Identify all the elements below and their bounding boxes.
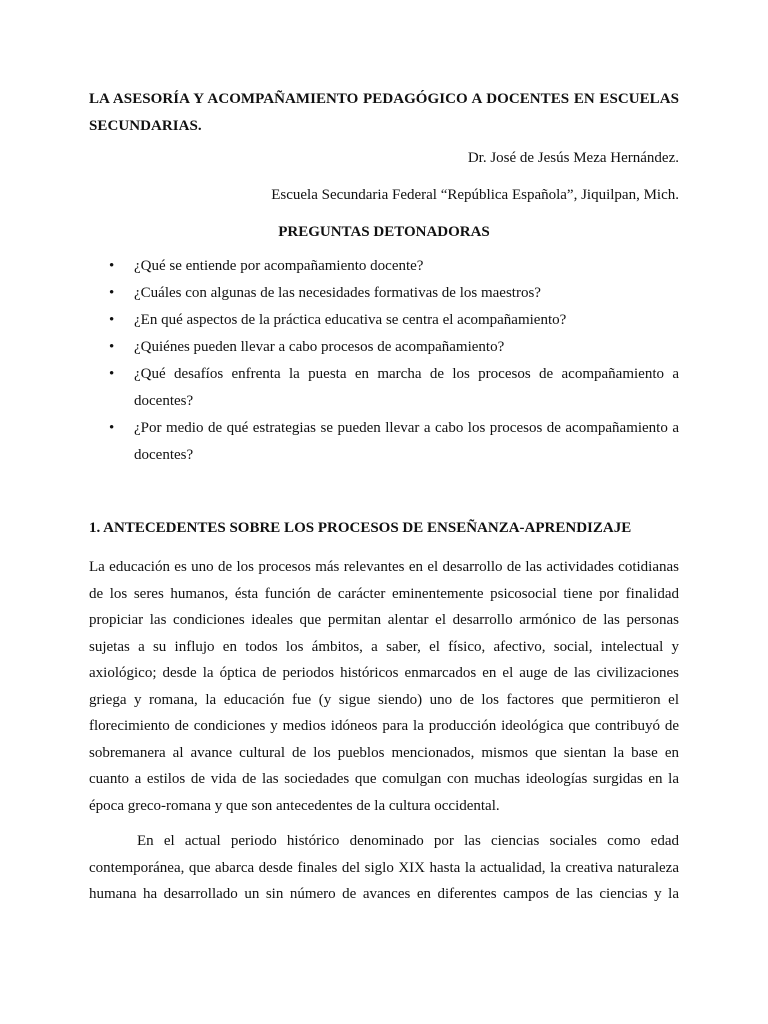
bullet-icon: • [109,285,115,301]
bullet-icon: • [109,420,115,436]
school-affiliation: Escuela Secundaria Federal “República Española”, Jiquilpan, Mich. [271,187,679,203]
bullet-icon: • [109,258,115,274]
question-text: ¿Por medio de qué estrategias se pueden llevar a cabo los procesos de acompañamiento a docentes? [134,420,679,463]
bullet-icon: • [109,312,115,328]
question-text: ¿Quiénes pueden llevar a cabo procesos de acompañamiento? [134,339,505,355]
questions-heading: PREGUNTAS DETONADORAS [278,224,490,240]
document-page [89,86,679,917]
question-text: ¿Qué se entiende por acompañamiento docente? [134,258,424,274]
question-text: ¿Cuáles con algunas de las necesidades formativas de los maestros? [134,285,541,301]
list-item [89,253,679,280]
document-title: LA ASESORÍA Y ACOMPAÑAMIENTO PEDAGÓGICO A DOCENTES EN ESCUELAS SECUNDARIAS. [89,91,679,134]
list-item [89,361,679,415]
body-paragraph: La educación es uno de los procesos más relevantes en el desarrollo de las actividades cotidianas de los seres humanos, ésta función de carácter eminentemente psicosocial tiene por finalidad propiciar las condiciones ideales que permitan alentar el desarrollo armónico de las personas sujetas a su influjo en todos los ámbitos, a saber, el físico, afectivo, social, intelectual y axiológico; desde la óptica de periodos históricos enmarcados en el auge de las civilizaciones griega y romana, la educación fue (y sigue siendo) uno de los factores que permitieron el florecimiento de condiciones y medios idóneos para la producción ideológica que contribuyó de sobremanera al avance cultural de los pueblos mencionados, mismos que sientan la base en cuanto a estilos de vida de las sociedades que comulgan con muchas ideologías surgidas en la época greco-romana y que son antecedentes de la cultura occidental. [89,559,679,814]
bullet-icon: • [109,366,115,382]
bullet-icon: • [109,339,115,355]
body-paragraph: En el actual periodo histórico denominado por las ciencias sociales como edad contemporánea, que abarca desde finales del siglo XIX hasta la actualidad, la creativa naturaleza humana ha desarrollado un sin número de avances en diferentes campos de las ciencias y la [89,833,679,902]
author-name: Dr. José de Jesús Meza Hernández. [467,150,679,166]
list-item [89,307,679,334]
section-heading: 1. ANTECEDENTES SOBRE LOS PROCESOS DE ENSEÑANZA-APRENDIZAJE [89,520,632,536]
question-text: ¿En qué aspectos de la práctica educativa se centra el acompañamiento? [134,312,567,328]
question-text: ¿Qué desafíos enfrenta la puesta en marcha de los procesos de acompañamiento a docentes? [134,366,679,409]
list-item [89,415,679,469]
list-item [89,334,679,361]
list-item [89,280,679,307]
questions-list [89,253,679,469]
